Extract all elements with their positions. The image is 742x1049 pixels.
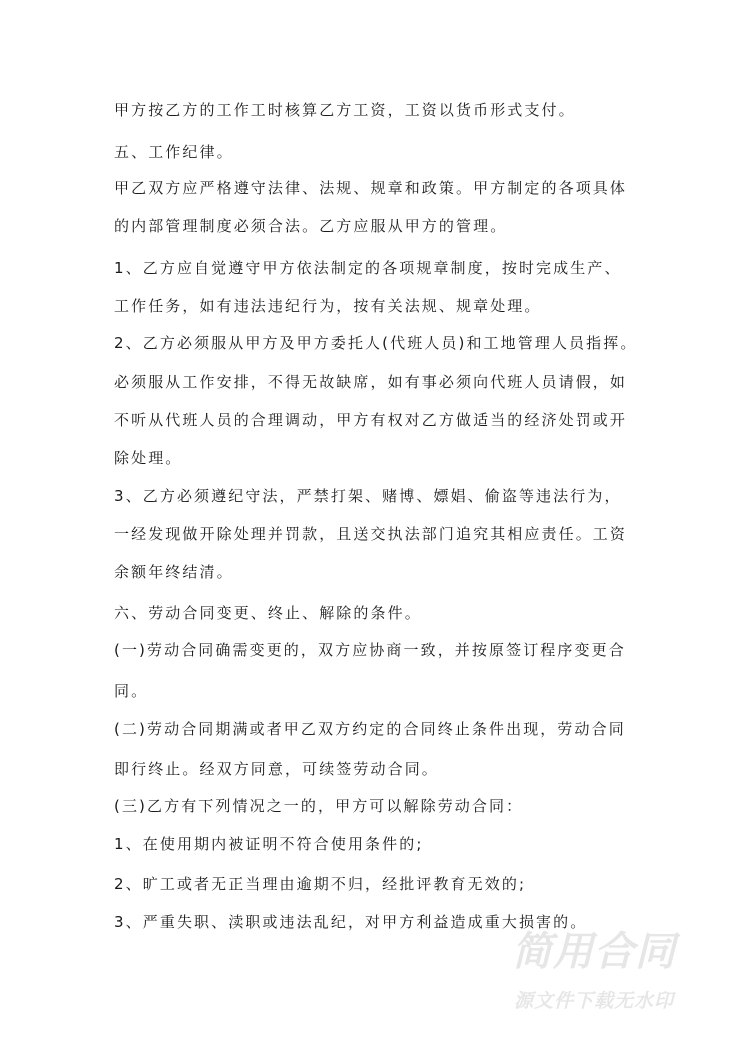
text-line: 工作任务，如有违法违纪行为，按有关法规、规章处理。 [114,297,542,315]
text-line: 同。 [114,682,149,700]
text-line: 不听从代班人员的合理调动，甲方有权对乙方做适当的经济处罚或开 [114,411,628,429]
text-line: 五、工作纪律。 [114,143,234,161]
text-line: 必须服从工作安排，不得无故缺席，如有事必须向代班人员请假，如 [114,373,628,391]
text-line: 甲方按乙方的工作工时核算乙方工资，工资以货币形式支付。 [114,101,576,119]
text-line: 即行终止。经双方同意，可续签劳动合同。 [114,760,439,778]
text-line: 六、劳动合同变更、终止、解除的条件。 [114,604,422,622]
text-line: 余额年终结清。 [114,563,234,581]
text-line: 2、旷工或者无正当理由逾期不归，经批评教育无效的; [114,875,527,893]
text-line: 1、在使用期内被证明不符合使用条件的; [114,835,424,853]
watermark-title: 简用合同 [512,929,676,975]
text-line: 的内部管理制度必须合法。乙方应服从甲方的管理。 [114,217,508,235]
text-line: (二)劳动合同期满或者甲乙双方约定的合同终止条件出现，劳动合同 [114,720,626,738]
text-line: 甲乙双方应严格遵守法律、法规、规章和政策。甲方制定的各项具体 [114,179,628,197]
text-line: 3、严重失职、渎职或违法乱纪，对甲方利益造成重大损害的。 [114,913,588,931]
text-line: 除处理。 [114,449,183,467]
text-line: (一)劳动合同确需变更的，双方应协商一致，并按原签订程序变更合 [114,641,626,659]
text-line: 2、乙方必须服从甲方及甲方委托人(代班人员)和工地管理人员指挥。 [114,334,638,352]
text-line: (三)乙方有下列情况之一的，甲方可以解除劳动合同： [114,797,524,815]
text-line: 3、乙方必须遵纪守法，严禁打架、赌博、嫖娼、偷盗等违法行为， [114,487,622,505]
watermark-subtitle: 源文件下载无水印 [514,990,675,1012]
text-line: 一经发现做开除处理并罚款，且送交执法部门追究其相应责任。工资 [114,525,628,543]
text-line: 1、乙方应自觉遵守甲方依法制定的各项规章制度，按时完成生产、 [114,259,622,277]
